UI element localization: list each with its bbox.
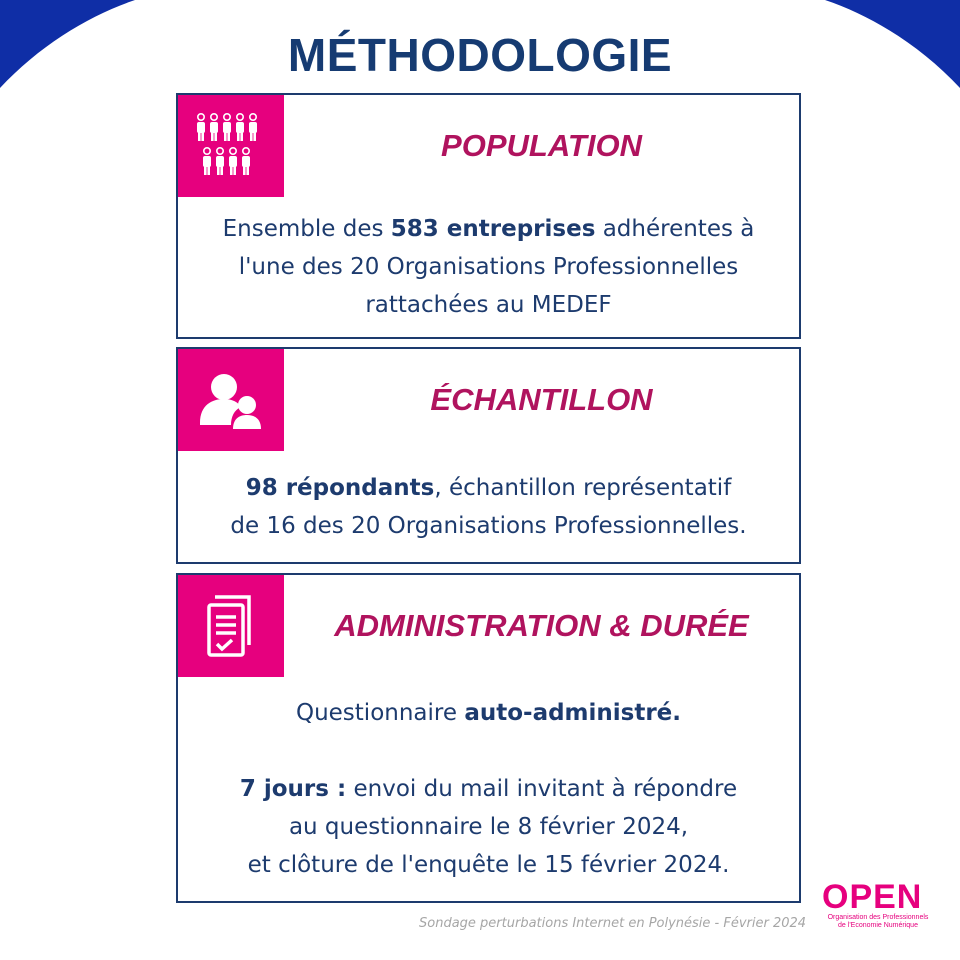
body-line (246, 469, 732, 507)
body-text: Questionnaire (295, 700, 465, 726)
section-body (176, 677, 801, 903)
section-body (176, 451, 801, 564)
section-header (176, 93, 801, 199)
body-text: de 16 des 20 Organisations Professionnelles. (230, 512, 747, 539)
body-text: Ensemble des (222, 216, 391, 242)
body-line (289, 808, 688, 846)
body-line (296, 694, 681, 732)
logo-subtitle-line2: de l'Economie Numérique (838, 922, 918, 929)
body-line (230, 507, 746, 545)
body-text-bold: 7 jours : (239, 776, 347, 802)
body-line (248, 846, 730, 884)
body-line (239, 248, 739, 286)
body-text: l'une des 20 Organisations Professionnelles (238, 254, 739, 280)
body-text: et clôture de l'enquête le 15 février 2024. (247, 852, 730, 878)
section-title: ADMINISTRATION & DURÉE (334, 608, 749, 643)
open-logo (822, 880, 942, 940)
body-line (240, 770, 737, 808)
logo-subtitle-line1: Organisation des Professionnels (827, 914, 929, 921)
body-text: rattachées au MEDEF (365, 292, 612, 318)
body-line (223, 210, 755, 248)
footer-note: Sondage perturbations Internet en Polynésie - Février 2024 (419, 916, 807, 931)
section-title: POPULATION (441, 128, 642, 163)
body-text: adhérentes à (595, 216, 755, 242)
body-text-bold: 583 entreprises (390, 216, 596, 242)
section-header (176, 347, 801, 453)
body-text: envoi du mail invitant à répondre (346, 776, 738, 802)
body-text-bold: 98 répondants (245, 474, 435, 501)
body-line (365, 286, 611, 324)
page-title: MÉTHODOLOGIE (287, 29, 673, 81)
section-echantillon (176, 347, 801, 564)
users-icon (178, 349, 284, 451)
section-header (176, 573, 801, 679)
section-administration (176, 573, 801, 903)
section-body (176, 197, 801, 339)
people-group-icon (178, 95, 284, 197)
section-title: ÉCHANTILLON (430, 382, 653, 417)
body-text: au questionnaire le 8 février 2024, (288, 814, 689, 840)
body-text-bold: auto-administré. (464, 700, 682, 726)
logo-word: OPEN (822, 878, 923, 916)
clipboard-check-icon (178, 575, 284, 677)
body-text: , échantillon représentatif (434, 474, 732, 501)
section-population (176, 93, 801, 339)
